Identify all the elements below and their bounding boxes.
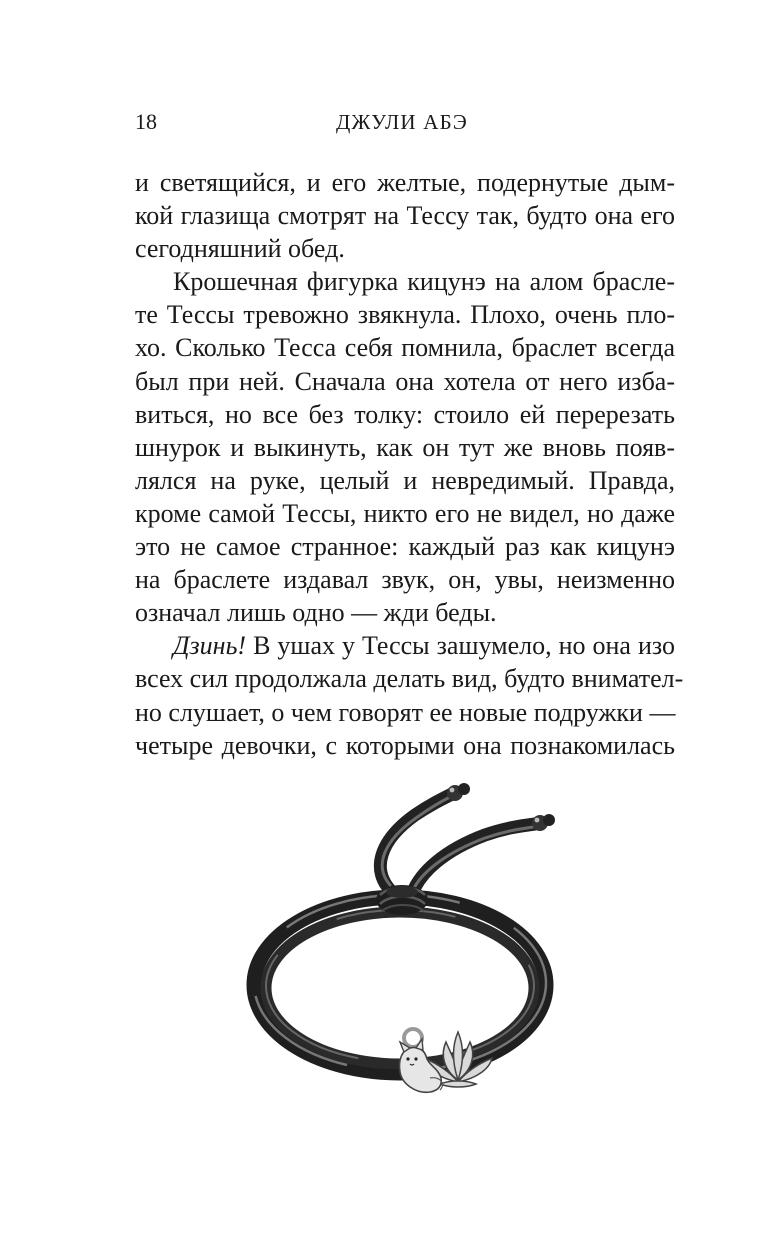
paragraph-3: [135, 629, 684, 761]
paragraph-1: [135, 166, 675, 265]
text-line: [135, 629, 675, 662]
text-line: сегодняшний обед.: [135, 234, 345, 264]
text-line: кой глазища смотрят на Тессу так, будто она его: [135, 201, 675, 231]
text-line: был при ней. Сначала она хотела от него изба-: [135, 366, 675, 396]
text-fragment: В ушах у Тессы зашумело, но она изо: [246, 631, 675, 661]
bracelet-illustration: [230, 780, 570, 1110]
text-line: но слушает, о чем говорят ее новые подружки —: [135, 697, 676, 727]
text-line: хо. Сколько Тесса себя помнила, браслет всегда: [135, 333, 675, 363]
paragraph-2: [135, 265, 675, 629]
text-line: те Тессы тревожно звякнула. Плохо, очень пло-: [135, 300, 675, 330]
page-number: 18: [135, 109, 157, 134]
running-head: ДЖУЛИ АБЭ: [336, 110, 468, 134]
text-line: всех сил продолжала делать вид, будто внимател-: [135, 664, 684, 694]
cord-bead-right-2: [543, 814, 555, 826]
cord-bead-right-shine: [535, 818, 540, 823]
text-line: означал лишь одно — жди беды.: [135, 598, 497, 628]
text-line: виться, но все без толку: стоило ей перерезать: [135, 399, 675, 429]
cord-bead-left-2: [458, 783, 470, 795]
text-line: кроме самой Тессы, никто его не видел, но даже: [135, 498, 675, 528]
text-line: это не самое странное: каждый раз как кицунэ: [135, 532, 675, 562]
body-text: [135, 166, 684, 762]
cord-tail-right: [412, 824, 535, 894]
cord-bead-left-shine: [450, 788, 455, 793]
text-line: четыре девочки, с которыми она познакомилась: [135, 730, 675, 760]
text-line: Крошечная фигурка кицунэ на алом брасле-: [173, 267, 675, 297]
italic-exclamation: Дзинь!: [173, 631, 247, 661]
text-line: на браслете издавал звук, он, увы, неизменно: [135, 565, 675, 595]
sliding-knot: [376, 885, 428, 915]
text-line: шнурок и выкинуть, как он тут же вновь появ-: [135, 432, 675, 462]
text-line: и светящийся, и его желтые, подернутые дым-: [135, 168, 675, 197]
text-line: лялся на руке, целый и невредимый. Правда,: [135, 465, 675, 495]
